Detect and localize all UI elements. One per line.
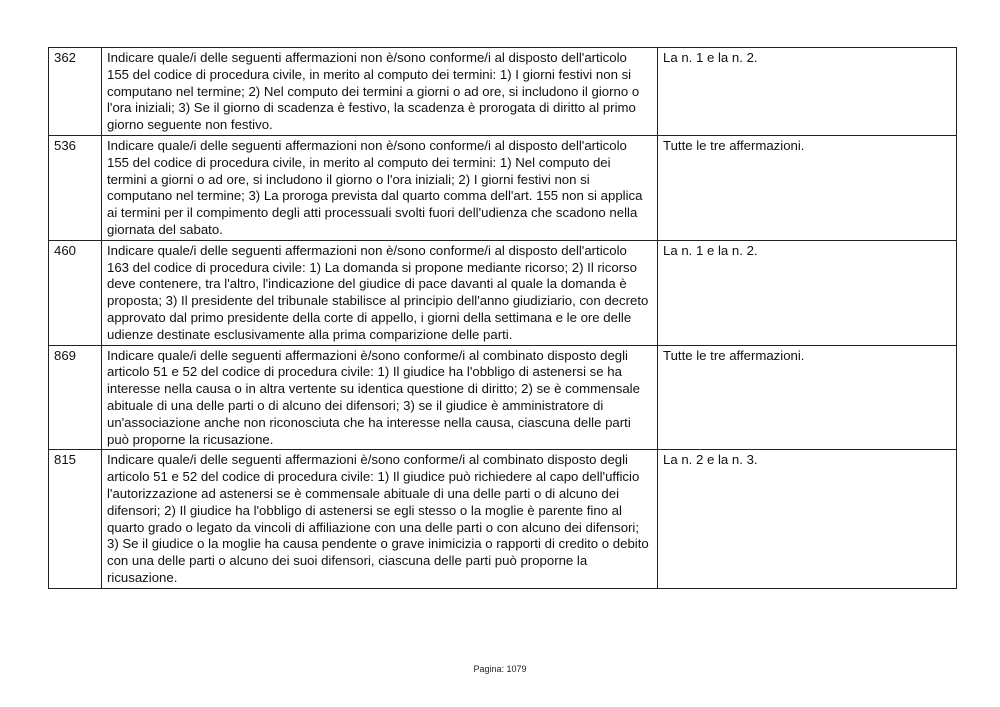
table-row (49, 240, 957, 345)
answer-text: La n. 1 e la n. 2. (658, 48, 957, 136)
answer-text: Tutte le tre affermazioni. (658, 135, 957, 240)
question-id: 362 (49, 48, 102, 136)
question-text: Indicare quale/i delle seguenti affermazioni non è/sono conforme/i al disposto dell'articolo 155 del codice di procedura civile, in merito al computo dei termini: 1) Nel computo dei termini a giorni o ad ore, si includono il giorno o l'ora iniziali; 2) I giorni festivi non si computano nel termine; 3) La proroga prevista dal quarto comma dell'art. 155 non si applica ai termini per il compimento degli atti processuali svolti fuori dell'udienza che scadono nella giornata del sabato. (102, 135, 658, 240)
answer-text: Tutte le tre affermazioni. (658, 345, 957, 450)
table-row (49, 135, 957, 240)
table-row (49, 345, 957, 450)
question-id: 869 (49, 345, 102, 450)
question-id: 460 (49, 240, 102, 345)
table-row (49, 48, 957, 136)
question-id: 536 (49, 135, 102, 240)
question-text: Indicare quale/i delle seguenti affermazioni è/sono conforme/i al combinato disposto degli articolo 51 e 52 del codice di procedura civile: 1) Il giudice ha l'obbligo di astenersi se ha interesse nella causa o in altra vertente su identica questione di diritto; 2) se è commensale abituale di una delle parti o di alcuno dei difensori; 3) se il giudice è amministratore di un'associazione anche non riconosciuta che ha interesse nella causa, ciascuna delle parti può proporne la ricusazione. (102, 345, 658, 450)
answer-text: La n. 1 e la n. 2. (658, 240, 957, 345)
question-id: 815 (49, 450, 102, 588)
question-text: Indicare quale/i delle seguenti affermazioni non è/sono conforme/i al disposto dell'articolo 155 del codice di procedura civile, in merito al computo dei termini: 1) I giorni festivi non si computano nel termine; 2) Nel computo dei termini a giorni o ad ore, si includono il giorno o l'ora iniziali; 3) Se il giorno di scadenza è festivo, la scadenza è prorogata di diritto al primo giorno seguente non festivo. (102, 48, 658, 136)
answer-text: La n. 2 e la n. 3. (658, 450, 957, 588)
page-number: Pagina: 1079 (473, 664, 527, 674)
question-text: Indicare quale/i delle seguenti affermazioni è/sono conforme/i al combinato disposto degli articolo 51 e 52 del codice di procedura civile: 1) Il giudice può richiedere al capo dell'ufficio l'autorizzazione ad astenersi se è commensale abituale di una delle parti o di alcuno dei difensori; 2) Il giudice ha l'obbligo di astenersi se egli stesso o la moglie è parente fino al quarto grado o legato da vincoli di affiliazione con una delle parti o con alcuno dei difensori; 3) Se il giudice o la moglie ha causa pendente o grave inimicizia o rapporti di credito o debito con una delle parti o alcuno dei suoi difensori, ciascuna delle parti può proporne la ricusazione. (102, 450, 658, 588)
question-text: Indicare quale/i delle seguenti affermazioni non è/sono conforme/i al disposto dell'articolo 163 del codice di procedura civile: 1) La domanda si propone mediante ricorso; 2) Il ricorso deve contenere, tra l'altro, l'indicazione del giudice di pace davanti al quale la domanda è proposta; 3) Il presidente del tribunale stabilisce al principio dell'anno giudiziario, con decreto approvato dal primo presidente della corte di appello, i giorni della settimana e le ore delle udienze destinate esclusivamente alla prima comparizione delle parti. (102, 240, 658, 345)
table-row (49, 450, 957, 588)
questions-table (48, 47, 957, 589)
